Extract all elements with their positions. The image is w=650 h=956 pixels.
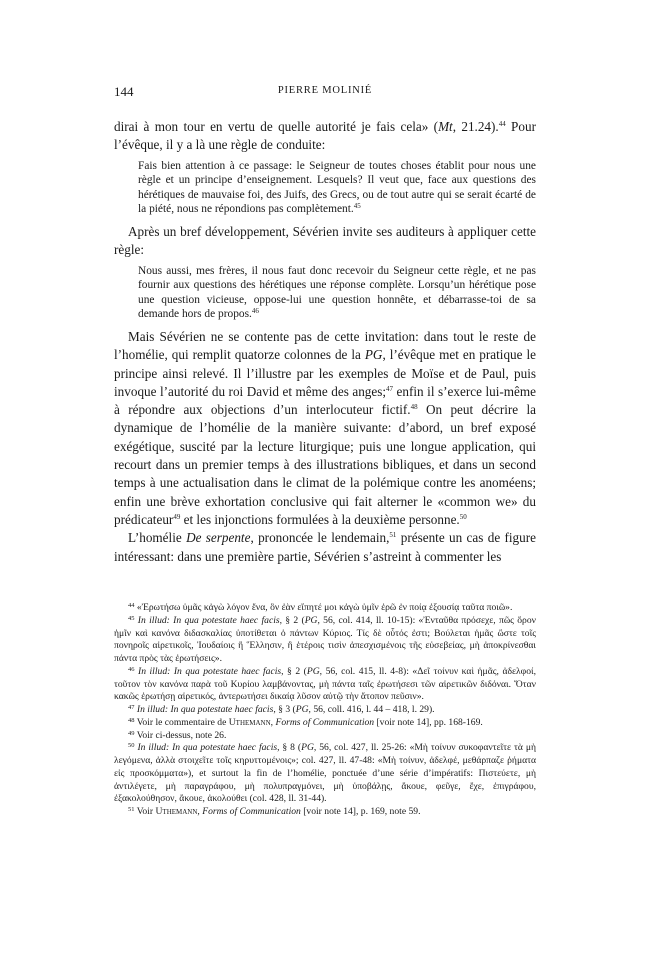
italic-run: PG [295,704,309,715]
footnote-number: 51 [128,806,135,813]
footnote-ref: 45 [353,202,361,211]
running-header [114,84,536,106]
italic-run: PG [364,347,383,363]
footnote-number: 49 [128,729,135,737]
text-run: enfin il s’exerce lui-même à répondre aux objections d’un interlocuteur fictif. [114,383,536,418]
work-title: In illud: In qua potestate haec facis [137,742,278,754]
footnote-48 [114,717,536,730]
text-run: , l’évêque met en pratique le principe ainsi relevé. Il l’illustre par les exemples de Moïse et de Paul, puis invoque l’autorité du roi David et même des anges; [114,347,537,399]
footnote-text: , § 8 ( [277,742,302,754]
work-title: Forms of Communication [275,716,375,728]
work-title: In illud: In qua potestate haec facis [137,614,280,626]
footnote-text: «Ἐρωτήσω ὑμᾶς κἀγὼ λόγον ἕνα, ὃν ἐὰν εἴπητέ μοι κἀγὼ ὑμῖν ἐρῶ ἐν ποίᾳ ἐξουσίᾳ ταῦτα ποιῶ». [134,602,513,613]
footnote-51 [114,806,536,819]
footnote-ref: 44 [498,120,506,128]
footnote-ref: 46 [251,307,259,316]
footnote-ref: 47 [386,384,394,393]
block-quote-1 [138,159,536,217]
paragraph-3 [114,328,536,529]
footnote-number: 47 [128,704,135,711]
text-run: dirai à mon tour en vertu de quelle autorité je fais cela» ( [114,119,439,134]
footnote-text: , [270,716,276,728]
paragraph-2: Après un bref développement, Sévérien invite ses auditeurs à appliquer cette règle: [114,223,536,258]
footnote-47 [114,704,536,717]
text-run: , 21.24). [452,119,499,134]
author-name: Uthemann [155,806,198,817]
footnote-number: 45 [128,614,135,622]
paragraph-1 [114,118,536,155]
footnote-text: [voir note 14], p. 169, note 59. [300,806,421,817]
page-number: 144 [114,84,134,99]
work-title: Forms of Communication [202,806,301,817]
quote-text: Nous aussi, mes frères, il nous faut donc recevoir du Seigneur cette règle, et ne pas fournir aux questions des hérétiques une réponse complète. Lorsqu’un hérétique pose une question vicieuse, oppose-lui une question honnête, et débarrasse-toi de sa demande hors de propos. [138,264,536,321]
italic-run: PG [301,742,314,754]
paragraph-4 [114,529,536,566]
text-run: L’homélie [128,530,187,546]
text-run: Mais Sévérien ne se contente pas de cette invitation: dans tout le reste de l’homélie, qui remplit quatorze colonnes de la [114,328,536,363]
work-title: In illud: In qua potestate haec facis [136,704,274,715]
block-quote-2 [138,264,536,322]
footnote-text: Voir ci-dessus, note 26. [134,729,227,741]
footnote-50 [114,742,536,806]
footnote-46 [114,666,536,704]
footnote-text: , [197,806,203,817]
footnote-number: 50 [128,742,135,750]
footnote-44 [114,602,536,615]
footnote-number: 48 [128,716,135,724]
text-run: , prononcée le lendemain, [250,530,390,546]
author-name: Uthemann [228,716,271,728]
text-run: On peut décrire la dynamique de l’homélie de la manière suivante: d’abord, un bref exposé exégétique, suscité par la lecture liturgique; puis une longue application, qui recourt dans un premier temps à des illustrations bibliques, et dans un second temps à une actualisation dans le climat de la polémique contre les anoméens; enfin une brève exhortation conclusive qui fait alterner le «common we» du prédicateur [114,402,536,527]
italic-run: PG [304,614,318,626]
footnote-text: , § 2 ( [279,614,305,626]
footnote-text: , 56, col. 414, ll. 10-15): «Ἐνταῦθα πρόσεχε, πῶς ὅρον ἡμῖν καὶ κανόνα διδασκαλίας ὑποτίθεται ὁ πάντων Κύριος. Τίς δὲ οὗτός ἐστι; Βούλεται ἡμᾶς ὥστε τοῖς πονηροῖς αἱρετικοῖς, Ἰουδαίοις ἢ Ἕλλησιν, ἢ ἑτέροις τισὶν ἀπεσχισμένοις τῆς εὐσεβείας, μὴ ἀποκρίνεσθαι πάντα πρὸς τὰς ἐρωτήσεις». [114,614,536,664]
footnote-text: [voir note 14], pp. 168-169. [374,716,483,728]
footnote-45 [114,615,536,666]
italic-run: De serpente [186,530,251,546]
footnote-text: , 56, col. 415, ll. 4-8): «Δεῖ τοίνυν καὶ ἡμᾶς, ἀδελφοί, τοῦτον τὸν κανόνα παρὰ τοῦ Κυρίου λαμβάνοντας, μὴ πάντα ταῖς ἐρωτήσεσι τῶν αἱρετικῶν διδόναι. Ὅταν κακῶς ἐρωτήσῃ αἱρετικός, ἀντερωτήσει δικαίᾳ λῦσον αὐτῷ τὴν ἄτοπον πεῦσιν». [114,665,536,703]
text-run: et les injonctions formulées à la deuxième personne. [180,511,460,527]
footnote-ref: 48 [410,403,418,412]
italic-run: Mt [438,119,453,134]
footnote-ref: 50 [459,512,467,521]
main-text [114,118,536,566]
footnotes [114,602,536,819]
footnote-number: 46 [128,665,135,673]
footnote-ref: 51 [389,531,397,540]
italic-run: PG [306,665,320,677]
page [114,84,536,566]
footnote-text: , 56, col. 427, ll. 25-26: «Μὴ τοίνυν συκοφαντεῖτε τὰ μὴ λεγόμενα, ἀλλὰ στοιχεῖτε τοῖς κηρυττομένοις»; col. 427, ll. 47-48: «Μὴ τοίνυν, ἀδελφέ, μεθάρπαζε ῥήματα εἰς προσκόμματα»), et surtout la fin de l’homélie, ponctuée d’une série d’impératifs: Πιστεύετε, μὴ ἀντιλέγετε, μὴ παραγράφου, μὴ πολυπραγμόνει, μὴ ὑποβάλῃς, ἄκουε, φεῦγε, ἔχε, ἐπιγράφου, ἐξακολούθησον, ἄκουε, ἀκολούθει (col. 428, ll. 31-44). [114,742,536,805]
footnote-ref: 49 [173,512,181,521]
footnote-text: , § 3 ( [273,704,296,715]
footnote-text: Voir [134,806,156,817]
footnote-number: 44 [128,602,135,609]
footnote-text: Voir le commentaire de [134,716,229,728]
footnote-text: , § 2 ( [281,665,307,677]
footnote-text: , 56, coll. 416, l. 44 – 418, l. 29). [308,704,435,715]
text-run: présente un cas de figure intéressant: dans une première partie, Sévérien s’astreint à commenter les [114,530,536,564]
footnote-49 [114,730,536,743]
running-title: PIERRE MOLINIÉ [277,85,373,96]
text-run: Pour l’évêque, il y a là une règle de conduite: [114,119,536,153]
quote-text: Fais bien attention à ce passage: le Seigneur de toutes choses établit pour nous une règle et un principe d’enseignement. Lesquels? Il veut que, face aux questions des hérétiques de mauvaise foi, des Juifs, des Grecs, ou de tout autre qui se serait écarté de la piété, nous ne répondions pas complètement. [138,159,536,216]
work-title: In illud: In qua potestate haec facis [138,665,282,677]
